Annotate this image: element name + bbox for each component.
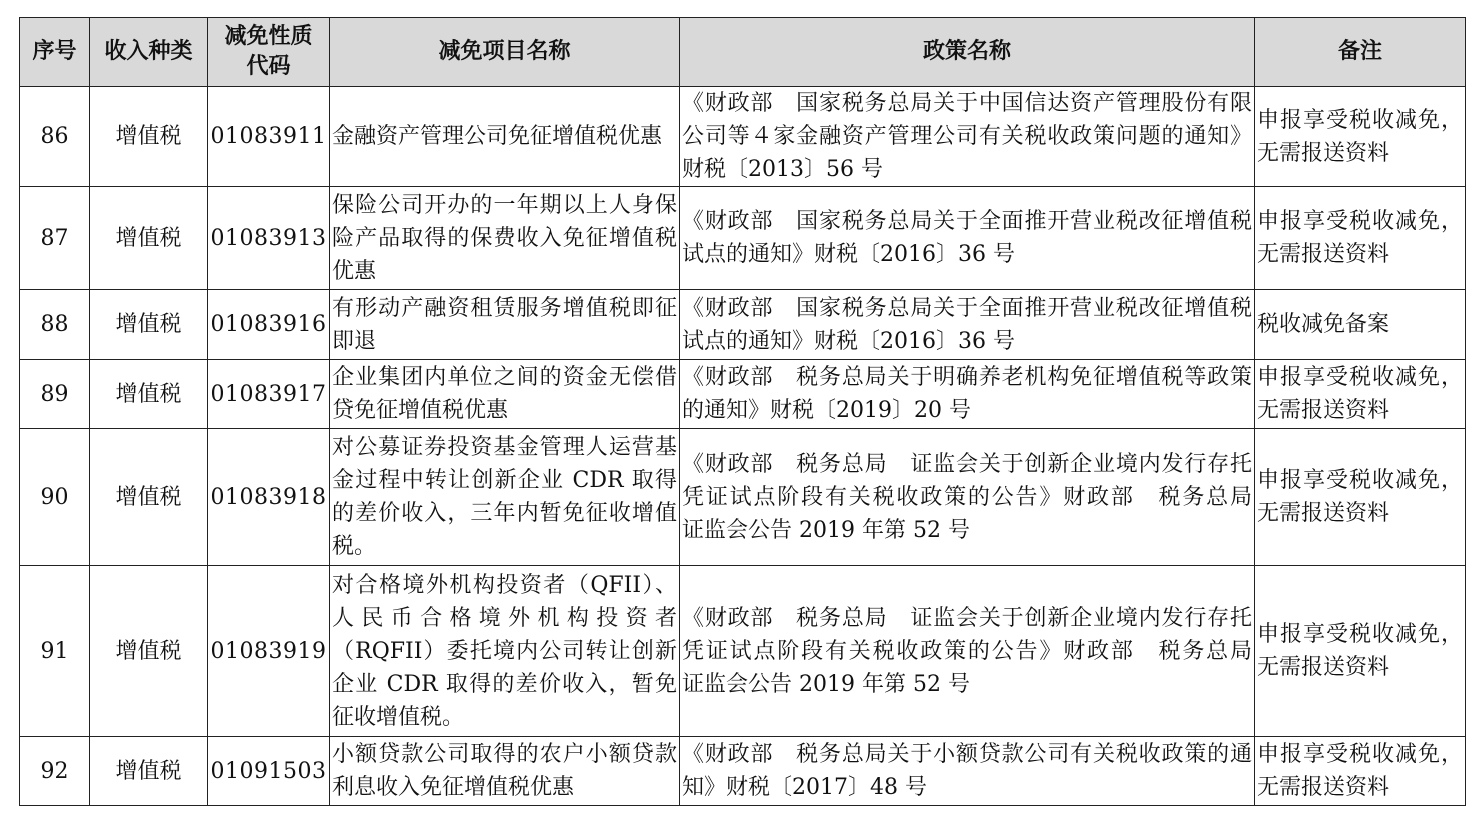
header-item: 减免项目名称 <box>330 18 680 87</box>
cell-no: 89 <box>20 360 90 429</box>
cell-note: 申报享受税收减免，无需报送资料 <box>1255 87 1466 187</box>
cell-note: 税收减免备案 <box>1255 290 1466 360</box>
table-row <box>20 360 1466 429</box>
cell-code: 01083913 <box>208 187 330 290</box>
table-row <box>20 429 1466 566</box>
cell-item: 企业集团内单位之间的资金无偿借贷免征增值税优惠 <box>330 360 680 429</box>
cell-item: 金融资产管理公司免征增值税优惠 <box>330 87 680 187</box>
cell-code: 01083917 <box>208 360 330 429</box>
cell-policy: 《财政部 税务总局关于小额贷款公司有关税收政策的通知》财税〔2017〕48 号 <box>680 737 1255 806</box>
cell-policy: 《财政部 税务总局关于明确养老机构免征增值税等政策的通知》财税〔2019〕20 号 <box>680 360 1255 429</box>
table-row <box>20 737 1466 806</box>
cell-type: 增值税 <box>90 429 208 566</box>
header-type: 收入种类 <box>90 18 208 87</box>
cell-no: 90 <box>20 429 90 566</box>
cell-note: 申报享受税收减免，无需报送资料 <box>1255 360 1466 429</box>
header-code <box>208 18 330 87</box>
cell-no: 92 <box>20 737 90 806</box>
cell-item: 有形动产融资租赁服务增值税即征即退 <box>330 290 680 360</box>
cell-policy: 《财政部 国家税务总局关于全面推开营业税改征增值税试点的通知》财税〔2016〕36 号 <box>680 290 1255 360</box>
header-code-line2: 代码 <box>246 54 291 79</box>
cell-no: 88 <box>20 290 90 360</box>
cell-policy: 《财政部 税务总局 证监会关于创新企业境内发行存托凭证试点阶段有关税收政策的公告》财政部 税务总局 证监会公告 2019 年第 52 号 <box>680 429 1255 566</box>
table-row <box>20 290 1466 360</box>
cell-type: 增值税 <box>90 360 208 429</box>
cell-item: 对合格境外机构投资者（QFII）、人民币合格境外机构投资者（RQFII）委托境内公司转让创新企业 CDR 取得的差价收入，暂免征收增值税。 <box>330 566 680 737</box>
cell-type: 增值税 <box>90 87 208 187</box>
cell-item: 对公募证券投资基金管理人运营基金过程中转让创新企业 CDR 取得的差价收入，三年内暂免征收增值税。 <box>330 429 680 566</box>
cell-code: 01083911 <box>208 87 330 187</box>
cell-code: 01083916 <box>208 290 330 360</box>
cell-policy: 《财政部 国家税务总局关于中国信达资产管理股份有限公司等４家金融资产管理公司有关税收政策问题的通知》财税〔2013〕56 号 <box>680 87 1255 187</box>
cell-note: 申报享受税收减免，无需报送资料 <box>1255 429 1466 566</box>
cell-note: 申报享受税收减免，无需报送资料 <box>1255 737 1466 806</box>
table-row <box>20 187 1466 290</box>
header-no: 序号 <box>20 18 90 87</box>
header-note: 备注 <box>1255 18 1466 87</box>
cell-note: 申报享受税收减免，无需报送资料 <box>1255 187 1466 290</box>
cell-item: 保险公司开办的一年期以上人身保险产品取得的保费收入免征增值税优惠 <box>330 187 680 290</box>
cell-no: 87 <box>20 187 90 290</box>
cell-type: 增值税 <box>90 737 208 806</box>
cell-type: 增值税 <box>90 566 208 737</box>
header-policy: 政策名称 <box>680 18 1255 87</box>
cell-item: 小额贷款公司取得的农户小额贷款利息收入免征增值税优惠 <box>330 737 680 806</box>
header-code-line1: 减免性质 <box>224 24 313 49</box>
header-row <box>20 18 1466 87</box>
cell-type: 增值税 <box>90 187 208 290</box>
cell-policy: 《财政部 税务总局 证监会关于创新企业境内发行存托凭证试点阶段有关税收政策的公告》财政部 税务总局 证监会公告 2019 年第 52 号 <box>680 566 1255 737</box>
tax-relief-table <box>19 17 1466 806</box>
cell-code: 01083919 <box>208 566 330 737</box>
cell-code: 01083918 <box>208 429 330 566</box>
table-row <box>20 566 1466 737</box>
cell-note: 申报享受税收减免，无需报送资料 <box>1255 566 1466 737</box>
cell-policy: 《财政部 国家税务总局关于全面推开营业税改征增值税试点的通知》财税〔2016〕36 号 <box>680 187 1255 290</box>
cell-code: 01091503 <box>208 737 330 806</box>
cell-no: 86 <box>20 87 90 187</box>
cell-no: 91 <box>20 566 90 737</box>
cell-type: 增值税 <box>90 290 208 360</box>
table-row <box>20 87 1466 187</box>
